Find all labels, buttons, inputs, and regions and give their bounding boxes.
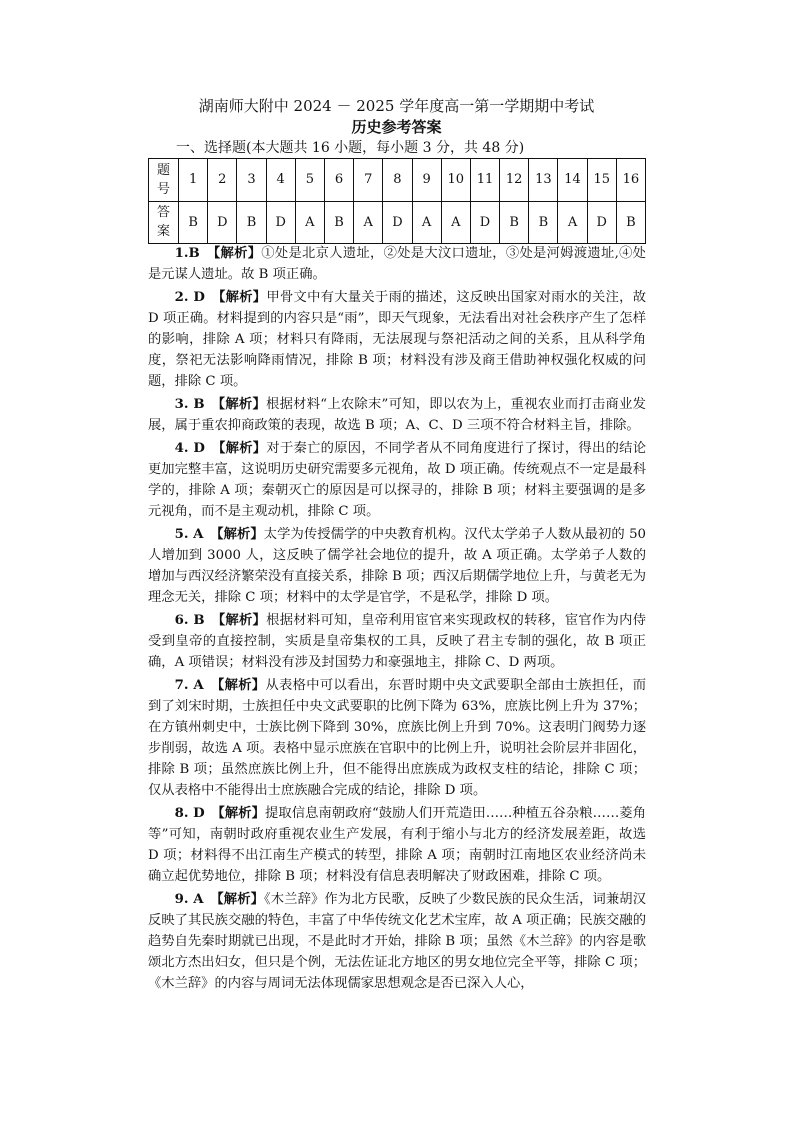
explanation-head: 5. A 【解析】 [174,527,264,542]
question-number: 15 [587,159,616,202]
explanation-head: 1.B 【解析】 [174,246,262,261]
row-label-answer: 答 案 [149,201,179,244]
explanation-item [148,287,646,392]
answer-cell: B [237,201,266,244]
question-number: 3 [237,159,266,202]
explanation-item [148,610,646,673]
answer-cell: A [558,201,587,244]
document-title: 湖南师大附中 2024 － 2025 学年度高一第一学期期中考试 [198,97,595,115]
answer-cell: D [266,201,295,244]
answer-cell: A [354,201,383,244]
explanation-body: 《木兰辞》作为北方民歌，反映了少数民族的民众生活，词兼胡汉反映了其民族交融的特色，丰富了中华传统文化艺术宝库，故 A 项正确；民族交融的趋势自先秦时期就已出现，不是此时才开始，排除 B 项；虽然《木兰辞》的内容是歌颂北方杰出妇女，但只是个例，无法佐证北方地区的男女地位完全平等，排除 C 项；《木兰辞》的内容与周词无法体现儒家思想观念是否已深入人心， [148,892,646,991]
explanation-head: 9. A 【解析】 [174,892,265,907]
question-number: 7 [354,159,383,202]
explanation-head: 6. B 【解析】 [174,613,267,628]
question-number: 9 [412,159,441,202]
explanation-body: 太学为传授儒学的中央教育机构。汉代太学弟子人数从最初的 50 人增加到 3000 人，这反映了儒学社会地位的提升，故 A 项正确。太学弟子人数的增加与西汉经济繁荣没有直接关系，排除 B 项；西汉后期儒学地位上升，与黄老无为理念无关，排除 C 项；材料中的太学是官学，不是私学，排除 D 项。 [148,527,646,605]
question-number: 10 [441,159,470,202]
question-number: 2 [208,159,237,202]
answer-cell: D [208,201,237,244]
answer-cell: A [295,201,324,244]
question-number: 14 [558,159,587,202]
question-number: 16 [616,159,645,202]
question-number: 6 [324,159,353,202]
answer-row [149,201,646,244]
answer-cell: B [616,201,645,244]
explanation-item [148,803,646,887]
question-number: 8 [383,159,412,202]
explanation-item [148,889,646,994]
explanation-body: 根据材料“上农除末”可知，即以农为上，重视农业而打击商业发展，属于重农抑商政策的表现，故选 B 项；A、C、D 三项不符合材料主旨，排除。 [148,397,646,433]
row-label-question: 题 号 [149,159,179,202]
explanation-body: 甲骨文中有大量关于雨的描述，这反映出国家对雨水的关注，故 D 项正确。材料提到的内容只是“雨”，即天气现象，无法看出对社会秩序产生了怎样的影响，排除 A 项；材料只有降雨，无法展现与祭祀活动之间的关系，且从科学角度，祭祀无法影响降雨情况，排除 B 项；材料没有涉及商王借助神权强化权威的问题，排除 C 项。 [148,290,646,389]
explanation-head: 4. D 【解析】 [174,441,267,456]
explanation-body: 对于秦亡的原因，不同学者从不同角度进行了探讨，得出的结论更加完整丰富，这说明历史研究需要多元视角，故 D 项正确。传统观点不一定是最科学的，排除 A 项；秦朝灭亡的原因是可以探寻的，排除 B 项；材料主要强调的是多元视角，而不是主观动机，排除 C 项。 [148,441,646,519]
explanation-body: ①处是北京人遗址，②处是大汶口遗址，③处是河姆渡遗址,④处是元谋人遗址。故 B 项正确。 [148,246,646,282]
answer-cell: A [441,201,470,244]
answer-cell: D [470,201,499,244]
explanation-item [148,394,646,436]
document-subtitle: 历史参考答案 [351,118,442,136]
explanation-item [148,243,646,285]
explanation-item [148,675,646,801]
explanation-body: 从表格中可以看出，东晋时期中央文武要职全部由士族担任，而到了刘宋时期，士族担任中央文武要职的比例下降为 63%，庶族比例上升为 37%；在方镇州刺史中，士族比例下降到 30%，庶族比例上升到 70%。这表明门阀势力逐步削弱，故选 A 项。表格中显示庶族在官职中的比例上升，说明社会阶层并非固化，排除 B 项；虽然庶族比例上升，但不能得出庶族成为政权支柱的结论，排除 C 项；仅从表格中不能得出士庶族融合完成的结论，排除 D 项。 [148,678,646,798]
question-number: 13 [529,159,558,202]
answer-cell: D [383,201,412,244]
explanation-head: 7. A 【解析】 [174,678,266,693]
question-number: 1 [179,159,208,202]
explanation-body: 提取信息南朝政府“鼓励人们开荒造田……种植五谷杂粮……菱角等”可知，南朝时政府重视农业生产发展，有利于缩小与北方的经济发展差距，故选 D 项；材料得不出江南生产模式的转型，排除 A 项；南朝时江南地区农业经济尚未确立起优势地位，排除 B 项；材料没有信息表明解决了财政困难，排除 C 项。 [148,806,646,884]
answer-cell: B [500,201,529,244]
question-number: 4 [266,159,295,202]
explanations [148,243,646,996]
question-number-row [149,159,646,202]
explanation-head: 3. B 【解析】 [174,397,267,412]
question-number: 5 [295,159,324,202]
section-heading: 一、选择题(本大题共 16 小题，每小题 3 分，共 48 分) [176,140,525,156]
explanation-head: 2. D 【解析】 [174,290,267,305]
answer-table [148,158,646,244]
answer-cell: B [324,201,353,244]
question-number: 12 [500,159,529,202]
explanation-item [148,438,646,522]
answer-cell: A [412,201,441,244]
answer-cell: D [587,201,616,244]
explanation-body: 根据材料可知，皇帝利用宦官来实现政权的转移，宦官作为内侍受到皇帝的直接控制，实质是皇帝集权的工具，反映了君主专制的强化，故 B 项正确，A 项错误；材料没有涉及封国势力和豪强地主，排除 C、D 两项。 [148,613,646,670]
answer-cell: B [179,201,208,244]
answer-cell: B [529,201,558,244]
explanation-item [148,524,646,608]
question-number: 11 [470,159,499,202]
explanation-head: 8. D 【解析】 [174,806,265,821]
